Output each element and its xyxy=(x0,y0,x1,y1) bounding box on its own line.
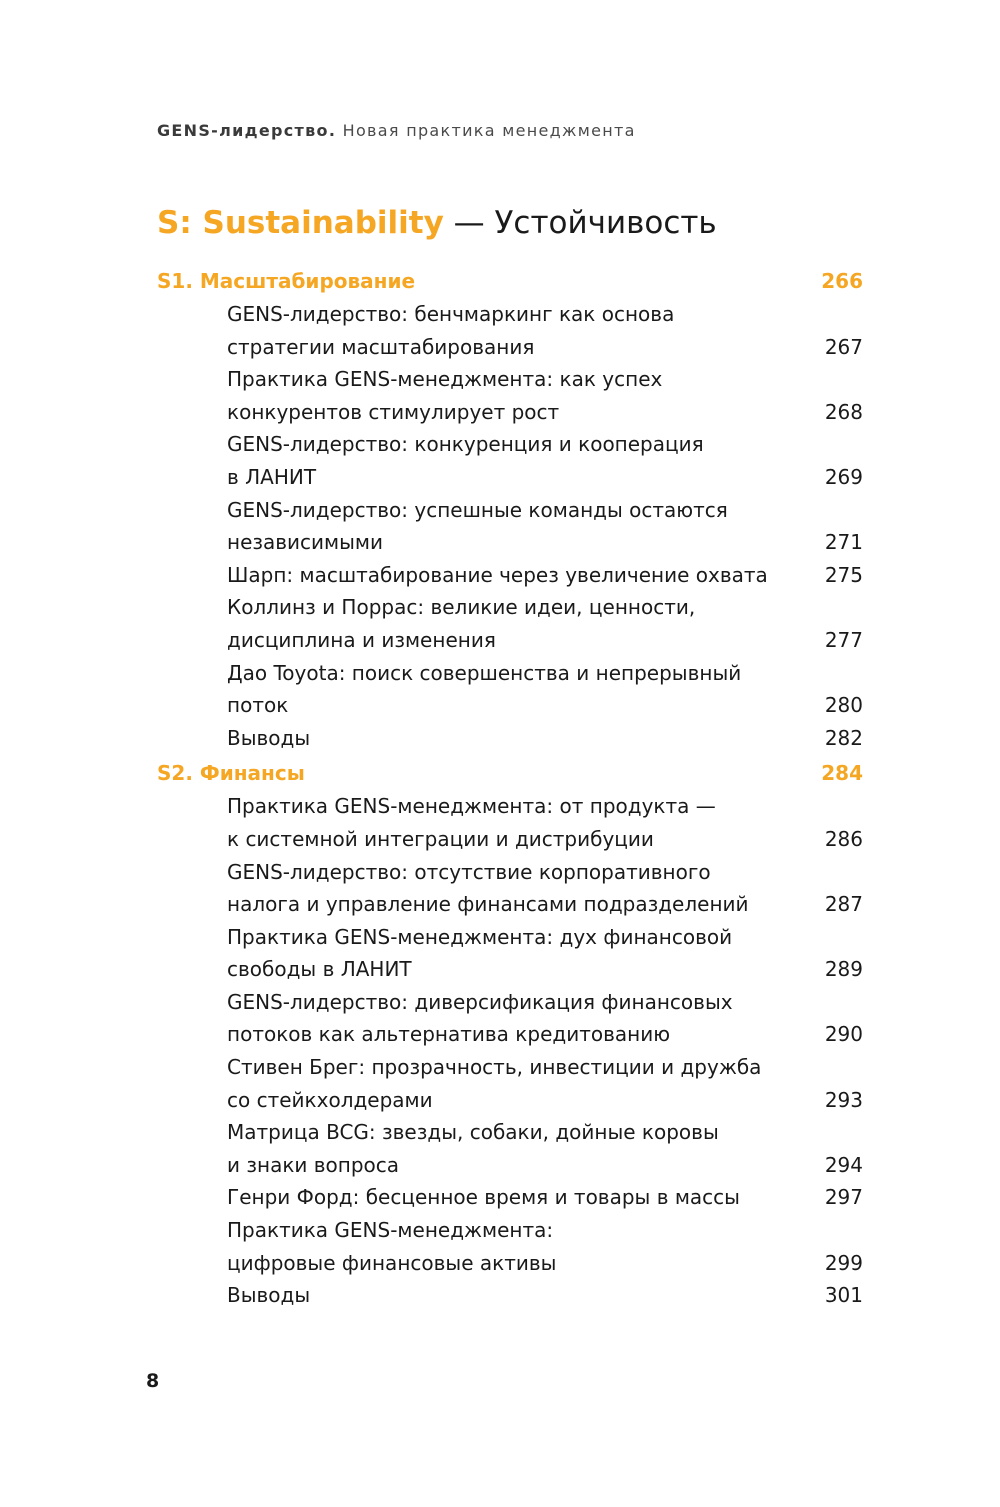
entry-title xyxy=(227,1116,802,1181)
entry-line: Выводы xyxy=(227,725,311,750)
entry-line: конкурентов стимулирует рост xyxy=(227,399,560,424)
page-number: 8 xyxy=(146,1370,160,1392)
toc-entry[interactable] xyxy=(157,298,863,363)
entry-line: со стейкхолдерами xyxy=(227,1087,433,1112)
entry-title xyxy=(227,298,802,363)
toc-entry[interactable] xyxy=(157,559,863,592)
entry-page: 275 xyxy=(824,562,863,587)
toc-section-s2[interactable] xyxy=(157,756,863,790)
entry-line: дисциплина и изменения xyxy=(227,627,496,652)
toc-entry[interactable] xyxy=(157,856,863,921)
section-title: S1. Масштабирование xyxy=(157,269,416,293)
entry-line: потоков как альтернатива кредитованию xyxy=(227,1022,671,1047)
toc-entry[interactable] xyxy=(157,921,863,986)
entry-page: 294 xyxy=(824,1152,863,1177)
entry-line: Генри Форд: бесценное время и товары в массы xyxy=(227,1185,740,1210)
entry-line: в ЛАНИТ xyxy=(227,464,317,489)
part-title-accent: S: Sustainability xyxy=(157,205,444,241)
toc-entry[interactable] xyxy=(157,1051,863,1116)
entry-page: 282 xyxy=(824,725,863,750)
entry-title xyxy=(227,1181,802,1214)
part-title-rest: — Устойчивость xyxy=(453,205,717,241)
entry-title xyxy=(227,722,802,755)
entry-page: 267 xyxy=(824,334,863,359)
entry-line: Практика GENS-менеджмента: xyxy=(227,1218,554,1243)
entry-page: 280 xyxy=(824,693,863,718)
entry-page: 286 xyxy=(824,826,863,851)
section-page: 266 xyxy=(821,269,863,293)
entry-line: Практика GENS-менеджмента: как успех xyxy=(227,367,663,392)
part-title xyxy=(157,205,717,241)
entry-page: 268 xyxy=(824,399,863,424)
entry-title xyxy=(227,1279,802,1312)
running-head xyxy=(157,121,636,140)
toc-entry[interactable] xyxy=(157,657,863,722)
entry-page: 277 xyxy=(824,627,863,652)
entry-page: 287 xyxy=(824,892,863,917)
entry-line: к системной интеграции и дистрибуции xyxy=(227,826,654,851)
book-subtitle: Новая практика менеджмента xyxy=(342,121,636,140)
entry-title xyxy=(227,494,802,559)
entry-title xyxy=(227,591,802,656)
entry-line: налога и управление финансами подразделений xyxy=(227,892,749,917)
entry-title xyxy=(227,363,802,428)
entry-page: 299 xyxy=(824,1250,863,1275)
toc-entry[interactable] xyxy=(157,494,863,559)
toc-entry[interactable] xyxy=(157,790,863,855)
entry-title xyxy=(227,1214,802,1279)
toc-entry[interactable] xyxy=(157,363,863,428)
entry-title xyxy=(227,559,802,592)
entry-line: Практика GENS-менеджмента: от продукта — xyxy=(227,794,716,819)
entry-line: Стивен Брег: прозрачность, инвестиции и дружба xyxy=(227,1055,762,1080)
entry-line: GENS-лидерство: диверсификация финансовых xyxy=(227,989,733,1014)
entry-title xyxy=(227,790,802,855)
entry-title xyxy=(227,986,802,1051)
toc-entry[interactable] xyxy=(157,1116,863,1181)
entry-page: 269 xyxy=(824,464,863,489)
entry-title xyxy=(227,428,802,493)
entry-page: 290 xyxy=(824,1022,863,1047)
toc-entry[interactable] xyxy=(157,428,863,493)
entry-line: и знаки вопроса xyxy=(227,1152,400,1177)
book-title: GENS-лидерство. xyxy=(157,121,337,140)
toc-entry[interactable] xyxy=(157,1181,863,1214)
entry-line: свободы в ЛАНИТ xyxy=(227,957,412,982)
entry-line: Дао Toyota: поиск совершенства и непрерывный xyxy=(227,660,742,685)
entry-page: 297 xyxy=(824,1185,863,1210)
entry-line: Практика GENS-менеджмента: дух финансовой xyxy=(227,924,733,949)
entry-line: Выводы xyxy=(227,1283,311,1308)
entry-line: поток xyxy=(227,693,289,718)
entry-line: GENS-лидерство: отсутствие корпоративного xyxy=(227,859,711,884)
toc-entry[interactable] xyxy=(157,1214,863,1279)
section-page: 284 xyxy=(821,761,863,786)
entry-line: Шарп: масштабирование через увеличение охвата xyxy=(227,562,768,587)
entry-title xyxy=(227,856,802,921)
entry-page: 301 xyxy=(824,1283,863,1308)
entry-title xyxy=(227,1051,802,1116)
toc-entry[interactable] xyxy=(157,1279,863,1312)
entry-line: Коллинз и Поррас: великие идеи, ценности, xyxy=(227,595,696,620)
toc-entry[interactable] xyxy=(157,722,863,755)
entry-line: стратегии масштабирования xyxy=(227,334,535,359)
table-of-contents xyxy=(157,264,863,1312)
entry-title xyxy=(227,921,802,986)
entry-title xyxy=(227,657,802,722)
entry-page: 289 xyxy=(824,957,863,982)
section-title: S2. Финансы xyxy=(157,761,305,786)
entry-line: Матрица BCG: звезды, собаки, дойные коровы xyxy=(227,1120,719,1145)
entry-page: 293 xyxy=(824,1087,863,1112)
entry-line: цифровые финансовые активы xyxy=(227,1250,557,1275)
toc-entry[interactable] xyxy=(157,591,863,656)
entry-line: GENS-лидерство: конкуренция и кооперация xyxy=(227,432,704,457)
entry-line: независимыми xyxy=(227,530,384,555)
toc-entry[interactable] xyxy=(157,986,863,1051)
entry-page: 271 xyxy=(824,530,863,555)
entry-line: GENS-лидерство: бенчмаркинг как основа xyxy=(227,302,675,326)
entry-line: GENS-лидерство: успешные команды остаются xyxy=(227,497,728,522)
toc-section-s1[interactable] xyxy=(157,264,863,298)
